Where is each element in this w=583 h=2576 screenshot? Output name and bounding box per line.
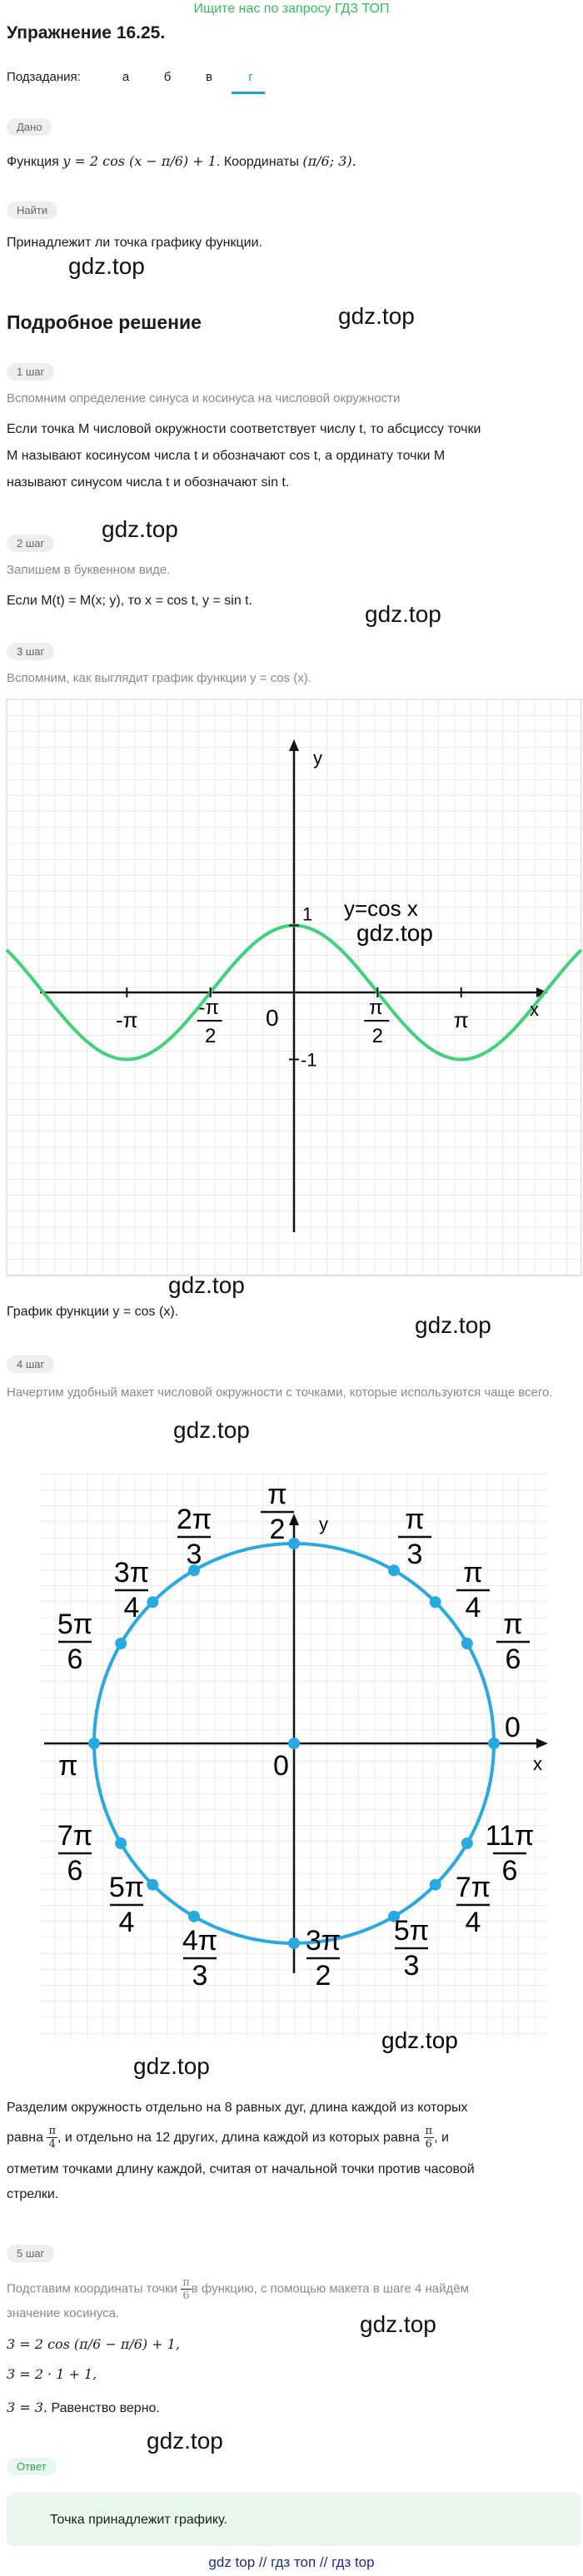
step5-pill: 5 шаг bbox=[7, 2245, 54, 2262]
svg-text:3: 3 bbox=[406, 1539, 423, 1570]
circle-point bbox=[488, 1738, 500, 1749]
watermark: gdz.top bbox=[356, 920, 433, 946]
svg-text:5π: 5π bbox=[393, 1915, 430, 1947]
circle-point bbox=[88, 1738, 100, 1749]
circle-point bbox=[115, 1838, 127, 1849]
watermark: gdz.top bbox=[68, 253, 145, 279]
subtasks-label: Подзадания: bbox=[7, 70, 81, 84]
footer-links[interactable]: gdz top // гдз топ // гдз top bbox=[208, 2554, 375, 2570]
step1-pill: 1 шаг bbox=[7, 363, 54, 380]
watermark: gdz.top bbox=[360, 2311, 436, 2337]
origin-point bbox=[288, 1738, 300, 1749]
circle-point bbox=[288, 1937, 300, 1949]
unit-circle bbox=[7, 1474, 581, 2053]
step4-text2b: , и отдельно на 12 других, длина каждой из которых равна bbox=[57, 2131, 421, 2145]
step3-pill: 3 шаг bbox=[7, 643, 54, 660]
step5-eq3 bbox=[7, 2394, 160, 2422]
origin-label: 0 bbox=[273, 1750, 289, 1782]
circle-x-label: x bbox=[533, 1753, 542, 1774]
svg-text:2: 2 bbox=[269, 1514, 286, 1545]
svg-text:4: 4 bbox=[118, 1907, 135, 1938]
watermark: gdz.top bbox=[147, 2428, 223, 2454]
svg-text:π: π bbox=[463, 1557, 483, 1589]
origin-label: 0 bbox=[266, 1005, 279, 1031]
given-formula: y = 2 cos (x − π/6) + 1 bbox=[62, 153, 217, 169]
step4-pill: 4 шаг bbox=[7, 1355, 54, 1373]
watermark: gdz.top bbox=[415, 1312, 491, 1338]
subtask-b[interactable]: б bbox=[163, 70, 172, 84]
curve-label: y=cos x bbox=[344, 896, 418, 921]
x-axis-label: x bbox=[530, 999, 539, 1020]
circle-point bbox=[188, 1911, 200, 1922]
subtask-a[interactable]: а bbox=[122, 70, 130, 84]
step5-note1 bbox=[7, 2276, 469, 2302]
svg-text:3π: 3π bbox=[305, 1925, 341, 1957]
step4-text2a: равна bbox=[7, 2131, 44, 2145]
find-text: Принадлежит ли точка графику функции. bbox=[7, 236, 262, 250]
svg-text:π: π bbox=[503, 1609, 523, 1640]
svg-text:3: 3 bbox=[403, 1950, 420, 1982]
step4-text4: стрелки. bbox=[7, 2187, 59, 2201]
circle-point bbox=[147, 1596, 158, 1608]
svg-text:7π: 7π bbox=[455, 1872, 491, 1903]
watermark: gdz.top bbox=[365, 601, 441, 627]
svg-text:5π: 5π bbox=[57, 1609, 93, 1640]
active-subtask-underline bbox=[232, 92, 265, 94]
watermark: gdz.top bbox=[102, 516, 178, 542]
step5-eq2: 3 = 2 · 1 + 1, bbox=[7, 2366, 97, 2382]
svg-text:5π: 5π bbox=[108, 1872, 145, 1903]
watermark: gdz.top bbox=[173, 1417, 250, 1443]
step5-eq3b: Равенство верно. bbox=[51, 2401, 160, 2415]
circle-point bbox=[461, 1638, 473, 1649]
svg-text:π: π bbox=[405, 1504, 425, 1535]
svg-text:6: 6 bbox=[505, 1644, 521, 1675]
x-tick-label: π bbox=[369, 997, 383, 1019]
svg-text:3: 3 bbox=[192, 1960, 208, 1992]
x-tick-label: -π bbox=[115, 1007, 138, 1032]
given-pill: Дано bbox=[7, 118, 52, 136]
subtask-g[interactable]: г bbox=[248, 70, 253, 84]
svg-text:6: 6 bbox=[501, 1855, 518, 1887]
watermark: gdz.top bbox=[338, 303, 415, 329]
step2-pill: 2 шаг bbox=[7, 535, 54, 552]
answer-pill: Ответ bbox=[7, 2458, 57, 2475]
svg-text:π: π bbox=[267, 1479, 287, 1510]
x-tick-label: π bbox=[453, 1007, 469, 1032]
watermark: gdz.top bbox=[168, 1272, 245, 1298]
answer-text: Точка принадлежит графику. bbox=[50, 2513, 227, 2527]
section-title: Подробное решение bbox=[7, 311, 202, 333]
step4-note: Начертим удобный макет числовой окружности с точками, которые используются чаще всего. bbox=[7, 1385, 553, 1400]
step1-note: Вспомним определение синуса и косинуса на числовой окружности bbox=[7, 391, 401, 405]
x-tick-label: -π bbox=[198, 997, 219, 1019]
step5-eq3a: 3 = 3. bbox=[7, 2399, 48, 2415]
svg-text:3: 3 bbox=[186, 1539, 202, 1570]
fraction-pi-4: $\frac{\pi}{4}$ bbox=[48, 2125, 57, 2151]
fraction-pi-6: $\frac{\pi}{6}$ bbox=[425, 2125, 433, 2151]
given-prefix: Функция bbox=[7, 155, 59, 169]
step3-note: Вспомним, как выглядит график функции y = cos (x). bbox=[7, 671, 311, 685]
given-coords: (π/6; 3). bbox=[302, 153, 356, 169]
y-axis-label: y bbox=[313, 748, 322, 768]
top-banner[interactable]: Ищите нас по запросу ГДЗ ТОП bbox=[193, 2, 390, 16]
svg-text:7π: 7π bbox=[57, 1820, 93, 1852]
svg-text:6: 6 bbox=[67, 1855, 83, 1887]
step5-note1a: Подставим координаты точки bbox=[7, 2281, 178, 2296]
find-pill: Найти bbox=[7, 201, 57, 219]
fraction-pi-6-point: $\frac{\pi}{6}$ bbox=[182, 2276, 190, 2302]
given-text bbox=[7, 148, 356, 176]
step5-eq1: 3 = 2 cos (π/6 − π/6) + 1, bbox=[7, 2336, 180, 2352]
zero-label: 0 bbox=[505, 1712, 521, 1743]
step4-text2c: , и bbox=[434, 2131, 449, 2145]
y-tick-label: 1 bbox=[302, 903, 313, 925]
watermark: gdz.top bbox=[381, 2027, 458, 2053]
step4-text1: Разделим окружность отдельно на 8 равных дуг, длина каждой из которых bbox=[7, 2101, 468, 2115]
step1-line2: M называют косинусом числа t и обозначают cos t, а ординату точки M bbox=[7, 449, 446, 463]
svg-text:2π: 2π bbox=[176, 1504, 212, 1535]
svg-text:6: 6 bbox=[67, 1644, 83, 1675]
svg-text:4: 4 bbox=[465, 1592, 481, 1624]
step4-text3: отметим точками длину каждой, считая от начальной точки против часовой bbox=[7, 2162, 475, 2176]
step5-note2: значение косинуса. bbox=[7, 2306, 120, 2320]
svg-text:4π: 4π bbox=[182, 1925, 218, 1957]
step1-line3: называют синусом числа t и обозначают sin t. bbox=[7, 475, 290, 490]
step3-caption: График функции y = cos (x). bbox=[7, 1305, 179, 1319]
subtask-v[interactable]: в bbox=[206, 70, 212, 84]
y-tick-label: -1 bbox=[301, 1049, 317, 1071]
step2-line: Если M(t) = M(x; y), то x = cos t, y = sin t. bbox=[7, 594, 253, 608]
pi-label: π bbox=[58, 1750, 78, 1782]
cos-graph bbox=[7, 699, 581, 1276]
circle-point bbox=[430, 1879, 441, 1891]
svg-text:11π: 11π bbox=[485, 1820, 535, 1852]
circle-point bbox=[147, 1879, 158, 1891]
watermark: gdz.top bbox=[133, 2053, 210, 2079]
circle-point bbox=[430, 1596, 441, 1608]
step2-note: Запишем в буквенном виде. bbox=[7, 563, 171, 577]
circle-point bbox=[461, 1838, 473, 1849]
circle-point bbox=[388, 1564, 400, 1576]
x-tick-label-den: 2 bbox=[371, 1025, 384, 1047]
circle-point bbox=[115, 1638, 127, 1649]
circle-y-label: y bbox=[319, 1514, 328, 1534]
step5-note1b: в функцию, с помощью макета в шаге 4 найдём bbox=[191, 2281, 469, 2296]
svg-text:4: 4 bbox=[465, 1907, 481, 1938]
x-tick-label-den: 2 bbox=[204, 1025, 217, 1047]
given-coords-label: . Координаты bbox=[216, 155, 299, 169]
step4-text2 bbox=[7, 2125, 449, 2151]
step1-line1: Если точка M числовой окружности соответствует числу t, то абсциссу точки bbox=[7, 422, 481, 436]
svg-text:2: 2 bbox=[315, 1960, 331, 1992]
circle-point bbox=[288, 1538, 300, 1549]
exercise-title: Упражнение 16.25. bbox=[7, 23, 166, 42]
svg-text:4: 4 bbox=[123, 1592, 140, 1624]
svg-text:3π: 3π bbox=[113, 1557, 150, 1589]
